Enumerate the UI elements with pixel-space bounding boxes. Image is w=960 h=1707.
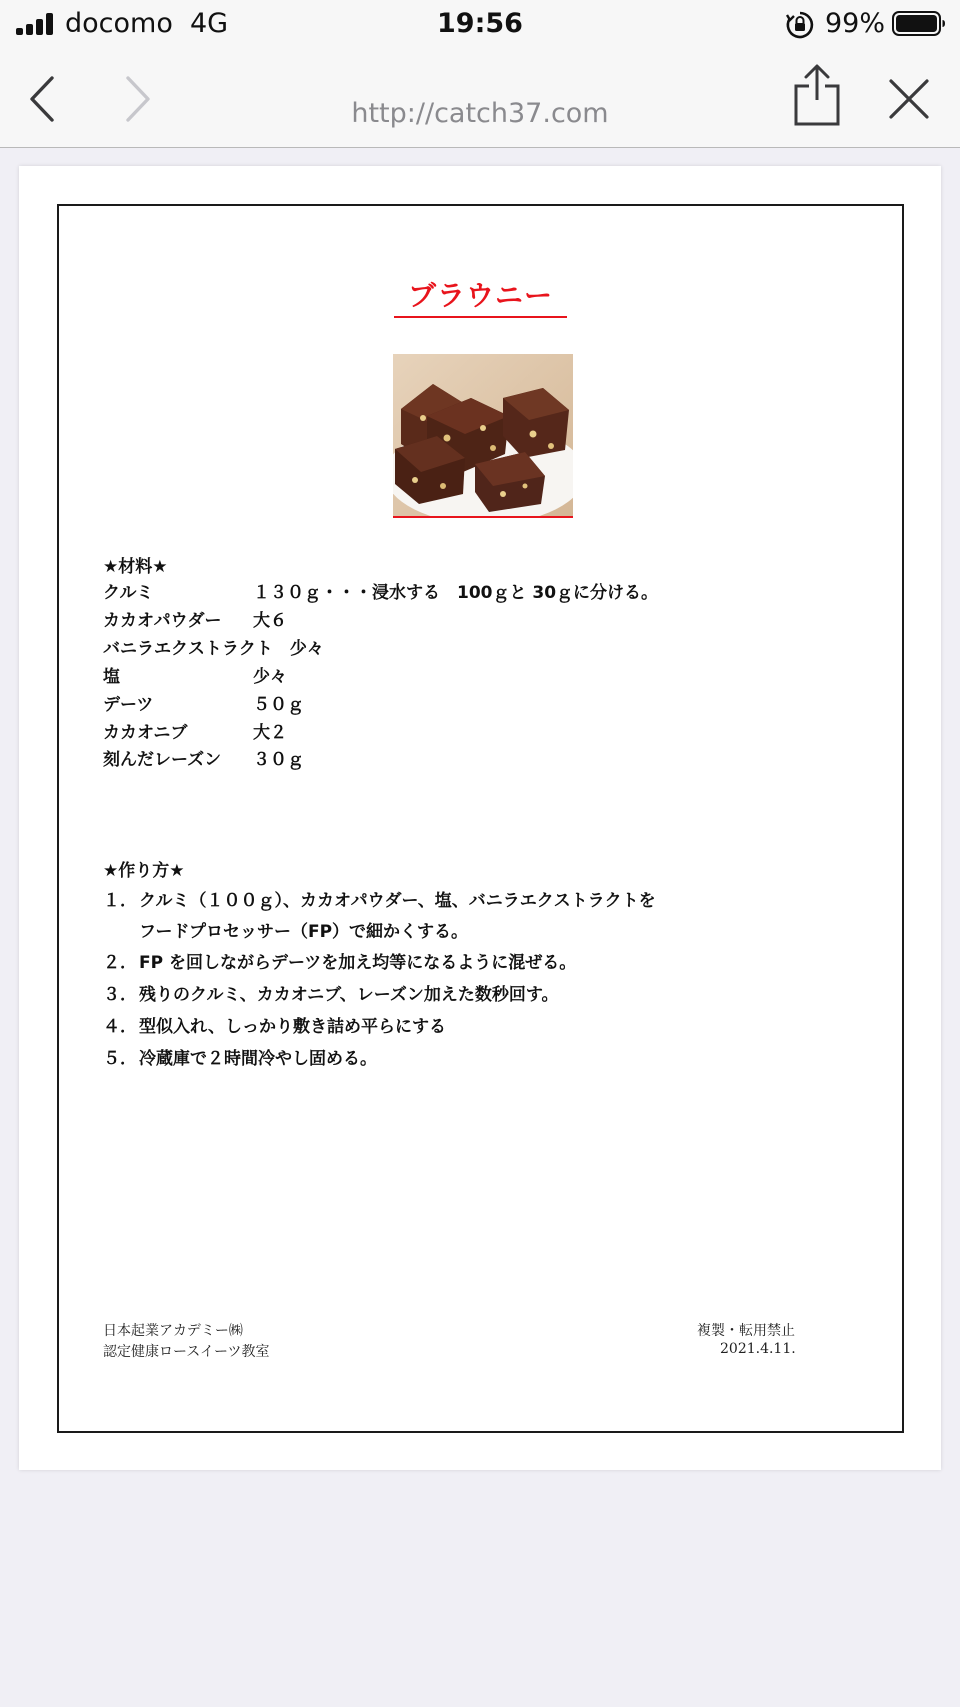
status-bar: [0, 0, 960, 50]
step-text: FP を回しながらデーツを加え均等になるように混ぜる。: [139, 953, 577, 973]
orientation-lock-icon: [785, 10, 815, 40]
ingredient-amount: ５０ｇ: [253, 695, 304, 715]
battery-icon: [892, 11, 946, 36]
ingredient-name: クルミ: [103, 583, 154, 603]
pdf-page[interactable]: [19, 166, 941, 1470]
ingredient-amount: 大２: [253, 723, 287, 743]
close-button[interactable]: [886, 76, 932, 122]
ingredient-amount: 少々: [253, 667, 287, 687]
step-number: ４．: [103, 1017, 137, 1037]
ingredient-name: デーツ: [103, 695, 154, 715]
url-address[interactable]: http://catch37.com: [351, 98, 609, 129]
footer-classroom: 認定健康ロースイーツ教室: [103, 1344, 270, 1360]
browser-nav-bar: [0, 50, 960, 148]
brownie-photo: [393, 354, 573, 518]
battery-percentage: 99%: [825, 8, 886, 39]
step-text: クルミ（１００ｇ）、カカオパウダー、塩、バニラエクストラクトを: [139, 891, 656, 911]
ingredient-name: 刻んだレーズン: [103, 750, 222, 770]
ingredient-name: 塩: [103, 667, 120, 687]
ingredient-amount: ３０ｇ: [253, 750, 304, 770]
ingredient-name: カカオニブ: [103, 723, 188, 743]
footer-date: 2021.4.11.: [720, 1341, 796, 1357]
step-text: 残りのクルミ、カカオニブ、レーズン加えた数秒回す。: [139, 985, 559, 1005]
recipe-title-text: ブラウニー: [394, 274, 567, 318]
footer-organization: 日本起業アカデミー㈱: [103, 1323, 243, 1339]
network-type: 4G: [190, 8, 229, 39]
ingredients-heading: ★材料★: [103, 557, 168, 577]
step-number: ２．: [103, 953, 137, 973]
step-text-continued: フードプロセッサー（FP）で細かくする。: [139, 922, 469, 942]
method-heading: ★作り方★: [103, 861, 185, 881]
step-text: 冷蔵庫で２時間冷やし固める。: [139, 1049, 377, 1069]
status-time: 19:56: [437, 8, 523, 39]
ingredient-name: カカオパウダー: [103, 611, 222, 631]
share-button[interactable]: [792, 62, 842, 128]
ingredient-amount: １３０ｇ・・・浸水する 100ｇと 30ｇに分ける。: [253, 583, 659, 603]
step-text: 型似入れ、しっかり敷き詰め平らにする: [139, 1017, 447, 1037]
ingredient-name: バニラエクストラクト 少々: [103, 639, 324, 659]
recipe-document: [57, 204, 904, 1433]
step-number: ３．: [103, 985, 137, 1005]
step-number: ５．: [103, 1049, 137, 1069]
footer-copyright-notice: 複製・転用禁止: [697, 1323, 795, 1339]
step-number: １．: [103, 891, 137, 911]
carrier-name: docomo: [65, 8, 173, 39]
ingredient-amount: 大６: [253, 611, 287, 631]
recipe-title: [59, 274, 902, 318]
